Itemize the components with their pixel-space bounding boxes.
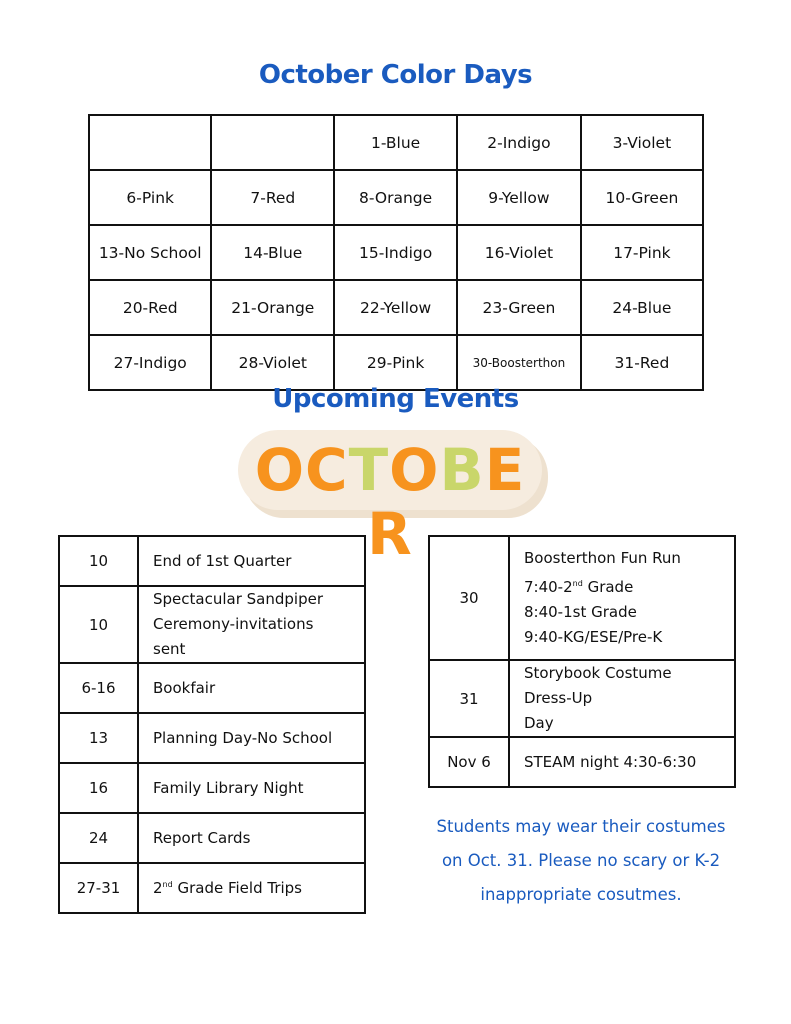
- calendar-cell: 15-Indigo: [334, 225, 457, 280]
- banner-letter: T: [348, 436, 390, 504]
- calendar-cell: 2-Indigo: [457, 115, 581, 170]
- calendar-row: [89, 335, 703, 390]
- ordinal-suffix: nd: [162, 880, 173, 889]
- event-description: [138, 586, 365, 663]
- calendar-cell: 13-No School: [89, 225, 211, 280]
- event-line: 9:40-KG/ESE/Pre-K: [524, 628, 663, 646]
- calendar-cell: 31-Red: [581, 335, 703, 390]
- event-line: Storybook Costume Dress-Up: [524, 664, 672, 707]
- event-description: STEAM night 4:30-6:30: [509, 737, 735, 787]
- event-line: 8:40-1st Grade: [524, 603, 637, 621]
- calendar-cell: 24-Blue: [581, 280, 703, 335]
- calendar-row: [89, 115, 703, 170]
- event-date: 27-31: [59, 863, 138, 913]
- banner-letter: O: [254, 436, 305, 504]
- calendar-cell: 27-Indigo: [89, 335, 211, 390]
- calendar-cell: [89, 115, 211, 170]
- event-description: [509, 536, 735, 660]
- event-date: 10: [59, 586, 138, 663]
- event-line: [524, 571, 720, 600]
- event-description: Family Library Night: [138, 763, 365, 813]
- calendar-cell: 1-Blue: [334, 115, 457, 170]
- event-date: Nov 6: [429, 737, 509, 787]
- costume-note: [420, 810, 742, 912]
- banner-letter: R: [367, 500, 413, 568]
- event-description: [138, 863, 365, 913]
- color-days-calendar: [88, 114, 704, 391]
- table-row: [59, 763, 365, 813]
- table-row: [59, 813, 365, 863]
- event-description: Report Cards: [138, 813, 365, 863]
- calendar-cell: 29-Pink: [334, 335, 457, 390]
- calendar-cell: 21-Orange: [211, 280, 334, 335]
- banner-letter: E: [484, 436, 526, 504]
- event-date: 31: [429, 660, 509, 737]
- event-description: Planning Day-No School: [138, 713, 365, 763]
- calendar-row: [89, 280, 703, 335]
- calendar-cell: 22-Yellow: [334, 280, 457, 335]
- calendar-cell: 30-Boosterthon: [457, 335, 581, 390]
- event-date: 16: [59, 763, 138, 813]
- banner-letter: C: [305, 436, 349, 504]
- calendar-cell: 28-Violet: [211, 335, 334, 390]
- table-row: [59, 713, 365, 763]
- note-line: Students may wear their costumes: [436, 817, 726, 836]
- note-line: inappropriate cosutmes.: [480, 885, 682, 904]
- event-text: Grade: [582, 578, 634, 596]
- event-line: Day: [524, 714, 554, 732]
- table-row: [429, 536, 735, 660]
- event-date: 10: [59, 536, 138, 586]
- calendar-cell: 10-Green: [581, 170, 703, 225]
- banner-letter: O: [389, 436, 440, 504]
- event-date: 13: [59, 713, 138, 763]
- events-table-right: [428, 535, 736, 788]
- calendar-cell: 8-Orange: [334, 170, 457, 225]
- event-date: 30: [429, 536, 509, 660]
- event-description: [509, 660, 735, 737]
- calendar-row: [89, 225, 703, 280]
- event-text: 2: [153, 879, 163, 897]
- page-title: October Color Days: [258, 60, 533, 90]
- calendar-cell: 23-Green: [457, 280, 581, 335]
- calendar-cell: [211, 115, 334, 170]
- calendar-cell: 14-Blue: [211, 225, 334, 280]
- calendar-cell: 6-Pink: [89, 170, 211, 225]
- table-row: [59, 863, 365, 913]
- october-banner-graphic: [238, 430, 554, 568]
- ordinal-suffix: nd: [572, 579, 583, 588]
- table-row: [59, 536, 365, 586]
- table-row: [429, 737, 735, 787]
- events-title: Upcoming Events: [272, 384, 519, 414]
- event-text: Grade Field Trips: [172, 879, 302, 897]
- events-table-left: [58, 535, 366, 914]
- event-description: End of 1st Quarter: [138, 536, 365, 586]
- event-text: 7:40-2: [524, 578, 573, 596]
- table-row: [59, 663, 365, 713]
- table-row: [429, 660, 735, 737]
- calendar-cell: 3-Violet: [581, 115, 703, 170]
- calendar-cell: 7-Red: [211, 170, 334, 225]
- event-date: 24: [59, 813, 138, 863]
- event-date: 6-16: [59, 663, 138, 713]
- calendar-cell: 9-Yellow: [457, 170, 581, 225]
- event-description: Bookfair: [138, 663, 365, 713]
- calendar-row: [89, 170, 703, 225]
- calendar-cell: 20-Red: [89, 280, 211, 335]
- banner-letter: B: [439, 436, 485, 504]
- event-line: Ceremony-invitations sent: [153, 615, 314, 658]
- event-line: Spectacular Sandpiper: [153, 590, 323, 608]
- table-row: [59, 586, 365, 663]
- note-line: on Oct. 31. Please no scary or K-2: [441, 851, 721, 870]
- calendar-cell: 16-Violet: [457, 225, 581, 280]
- calendar-cell: 17-Pink: [581, 225, 703, 280]
- event-line: Boosterthon Fun Run: [524, 549, 681, 567]
